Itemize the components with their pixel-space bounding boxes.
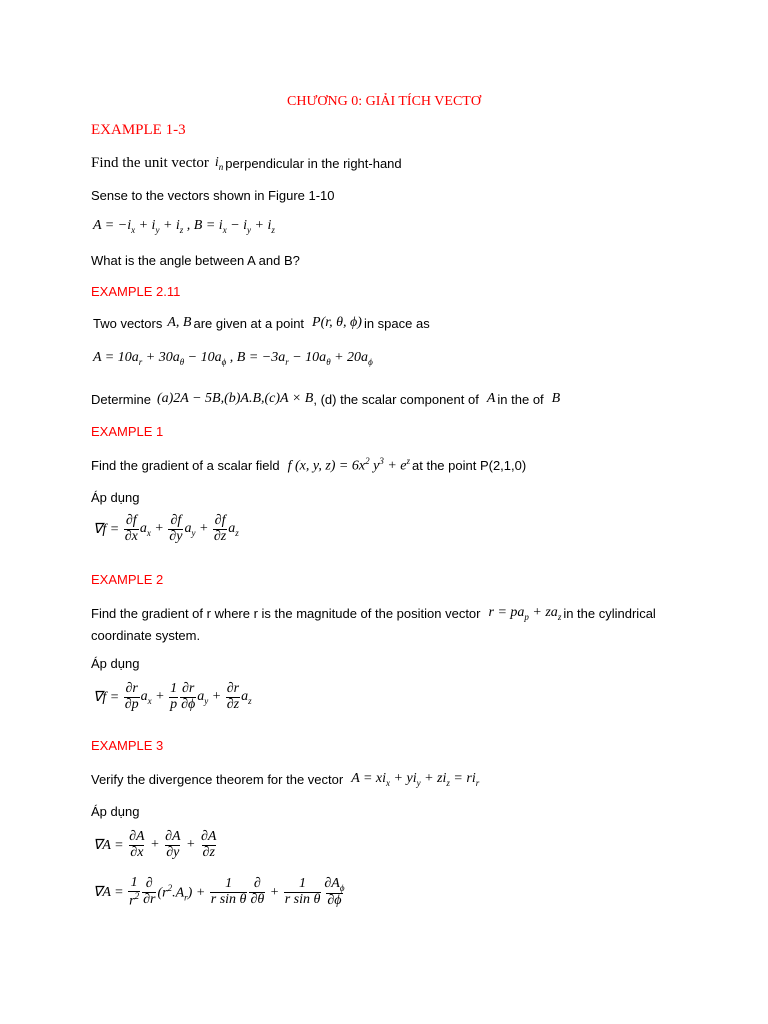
- scalar-field-formula: f (x, y, $z) = 6x^2$ $y^3 + e^z$: [287, 455, 410, 474]
- example-1-heading: EXAMPLE 1: [91, 424, 164, 439]
- find-unit-vector-line: Find the unit vector $i_n$ perpendicular in the right-hand: [91, 154, 402, 172]
- example-1-3-heading: EXAMPLE 1-3: [91, 122, 186, 138]
- example-3-heading: EXAMPLE 3: [91, 738, 164, 753]
- gradient-line: Find the gradient of a scalar field f (x, y, $z) = 6x^2$ $y^3 + e^z$ at the point P(2,1,0): [91, 455, 527, 474]
- position-vector-line: Find the gradient of r where r is the magnitude of the position vector $r = pa_p + za_z$ in the cylindrical: [91, 604, 656, 622]
- coordinate-system-text: coordinate system.: [91, 628, 201, 643]
- apply-label-3: Áp dụng: [91, 804, 140, 819]
- divergence-formula-spherical: ∇A = $\frac{1}{r^2}$ $\frac{\partial}{\partial r}$ $(r^2.A_r)$ + $\frac{1}{\text{r sin θ}}$ $\frac{\partial}{\partial\theta}$ + $\frac{1}{\text{r sin θ}}$ $\frac{\partial A_\phi}{\partial\phi}$: [93, 875, 345, 909]
- two-vectors-line: Two vectors A, B are given at a point P(r, θ, ϕ) in space as: [93, 315, 430, 331]
- vectors-ab-equation: $A = -i_x + i_y + i_z$ , $B = i_x - i_y + i_z$: [93, 218, 275, 235]
- angle-question: What is the angle between A and B?: [91, 253, 300, 268]
- divergence-line: Verify the divergence theorem for the vector $A = xi_x + yi_y + zi_z = ri_r$: [91, 770, 480, 788]
- apply-label-2: Áp dụng: [91, 656, 140, 671]
- sense-text: Sense to the vectors shown in Figure 1-10: [91, 188, 335, 203]
- divergence-formula-cartesian: ∇A = $\frac{\partial A}{\partial x}$ + $\frac{\partial A}{\partial y}$ + $\frac{\partial A}{\partial z}$: [93, 829, 217, 860]
- apply-label-1: Áp dụng: [91, 490, 140, 505]
- example-2-heading: EXAMPLE 2: [91, 572, 164, 587]
- gradient-formula-cartesian: ∇f = $\frac{\partial f}{\partial x}$ $a_x$ + $\frac{\partial f}{\partial y}$ $a_y$ + $\frac{\partial f}{\partial z}$ $a_z$: [93, 513, 239, 544]
- position-vector-formula: $r = pa_p + za_z$: [488, 604, 562, 622]
- gradient-formula-cylindrical: ∇f = $\frac{\partial r}{\partial p}$ $a_x$ + $\frac{1}{p}$ $\frac{\partial r}{\partial\phi}$ $a_y$ + $\frac{\partial r}{\partial z}$ $a_z$: [93, 681, 252, 712]
- vector-field-formula: $A = xi_x + yi_y + zi_z = ri_r$: [351, 770, 480, 788]
- vectors-polar-equation: $A = 10a_r + 30a_\theta - 10a_\phi$ , $B = -3a_r - 10a_\theta + 20a_\phi$: [93, 350, 373, 367]
- determine-line: Determine (a)2A − 5B,(b)A.B,(c)A × B , (d) the scalar component of A in the of B: [91, 391, 561, 407]
- page-title: CHƯƠNG 0: GIẢI TÍCH VECTƠ: [287, 94, 481, 109]
- example-2-11-heading: EXAMPLE 2.11: [91, 284, 181, 299]
- unit-vector-symbol: $i_n$: [214, 154, 224, 172]
